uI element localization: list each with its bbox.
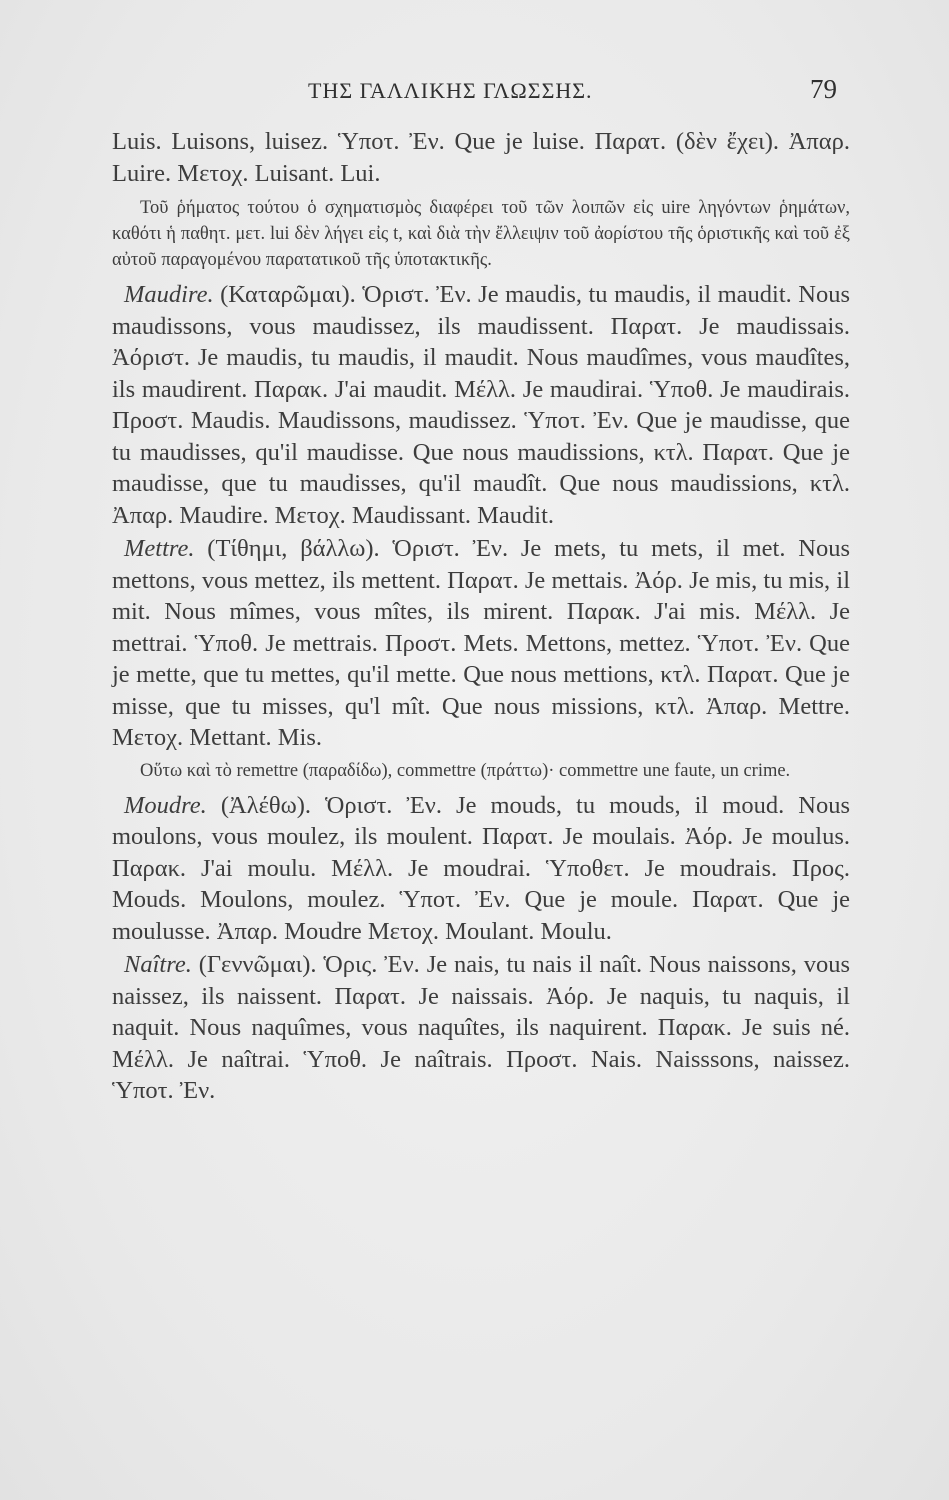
paragraph-luire-end bbox=[112, 126, 850, 189]
paragraph-text: (Ἀλέθω). Ὁριστ. Ἐν. Je mouds, tu mouds, il moud. Nous moulons, vous moulez, ils moulent. Παρατ. Je moulais. Ἀόρ. Je moulus. Παρακ. J'ai moulu. Μέλλ. Je moudrai. Ὑποθετ. Je moudrais. Προς. Mouds. Moulons, moulez. Ὑποτ. Ἐν. Que je moule. Παρατ. Que je moulusse. Ἀπαρ. Moudre Μετοχ. Moulant. Moulu. bbox=[112, 791, 850, 945]
running-title: ΤΗΣ ΓΑΛΛΙΚΗΣ ΓΛΩΣΣΗΣ. bbox=[308, 78, 593, 103]
note-luire bbox=[112, 195, 850, 273]
note-mettre bbox=[112, 758, 850, 784]
note-text: Οὕτω καὶ τὸ remettre (παραδίδω), commettre (πράττω)· commettre une faute, un crime. bbox=[140, 760, 791, 781]
verb-headword: Maudire. bbox=[124, 281, 214, 308]
paragraph-text: (Γεννῶμαι). Ὁρις. Ἐν. Je nais, tu nais il naît. Nous naissons, vous naissez, ils naissent. Παρατ. Je naissais. Ἀόρ. Je naquis, tu naquis, il naquit. Nous naquîmes, vous naquîtes, ils naquirent. Παρακ. Je suis né. Μέλλ. Je naîtrai. Ὑποθ. Je naîtrais. Προστ. Nais. Naisssons, naissez. Ὑποτ. Ἐν. bbox=[112, 951, 850, 1104]
paragraph-text: (Τίθημι, βάλλω). Ὁριστ. Ἐν. Je mets, tu mets, il met. Nous mettons, vous mettez, ils mettent. Παρατ. Je mettais. Ἀόρ. Je mis, tu mis, il mit. Nous mîmes, vous mîtes, ils mirent. Παρακ. J'ai mis. Μέλλ. Je mettrai. Ὑποθ. Je mettrais. Προστ. Mets. Mettons, mettez. Ὑποτ. Ἐν. Que je mette, que tu mettes, qu'il mette. Que nous mettions, κτλ. Παρατ. Que je misse, que tu misses, qu'l mît. Que nous missions, κτλ. Ἀπαρ. Mettre. Μετοχ. Mettant. Mis. bbox=[112, 535, 850, 751]
paragraph-text: (Καταρῶμαι). Ὁριστ. Ἐν. Je maudis, tu maudis, il maudit. Nous maudissons, vous maudissez, ils maudissent. Παρατ. Je maudissais. Ἀόριστ. Je maudis, tu maudis, il maudit. Nous maudîmes, vous maudîtes, ils maudirent. Παρακ. J'ai maudit. Μέλλ. Je maudirai. Ὑποθ. Je maudirais. Προστ. Maudis. Maudissons, maudissez. Ὑποτ. Ἐν. Que je maudisse, que tu maudisses, qu'il maudisse. Que nous maudissions, κτλ. Παρατ. Que je maudisse, que tu maudisses, qu'il maudît. Que nous maudissions, κτλ. Ἀπαρ. Maudire. Μετοχ. Maudissant. Maudit. bbox=[112, 281, 850, 529]
note-text: Τοῦ ῥήματος τούτου ὁ σχηματισμὸς διαφέρει τοῦ τῶν λοιπῶν εἰς uire ληγόντων ῥημάτων, καθότι ἡ παθητ. μετ. lui δὲν λήγει εἰς t, καὶ διὰ τὴν ἔλλειψιν τοῦ ἀορίστου τῆς ὁριστικῆς καὶ τοῦ ἐξ αὐτοῦ παραγομένου παρατατικοῦ τῆς ὑποτακτικῆς. bbox=[112, 198, 850, 270]
paragraph-maudire bbox=[112, 279, 850, 531]
paragraph-text: Luis. Luisons, luisez. Ὑποτ. Ἐν. Que je luise. Παρατ. (δὲν ἔχει). Ἀπαρ. Luire. Μετοχ. Luisant. Lui. bbox=[112, 128, 850, 187]
verb-headword: Naître. bbox=[124, 951, 192, 978]
page-number: 79 bbox=[810, 74, 837, 104]
paragraph-naitre bbox=[112, 949, 850, 1107]
paragraph-moudre bbox=[112, 790, 850, 948]
verb-headword: Moudre. bbox=[124, 791, 207, 819]
verb-headword: Mettre. bbox=[124, 535, 195, 562]
paragraph-mettre bbox=[112, 533, 850, 754]
page-body bbox=[112, 126, 850, 1109]
page-header bbox=[0, 74, 949, 110]
